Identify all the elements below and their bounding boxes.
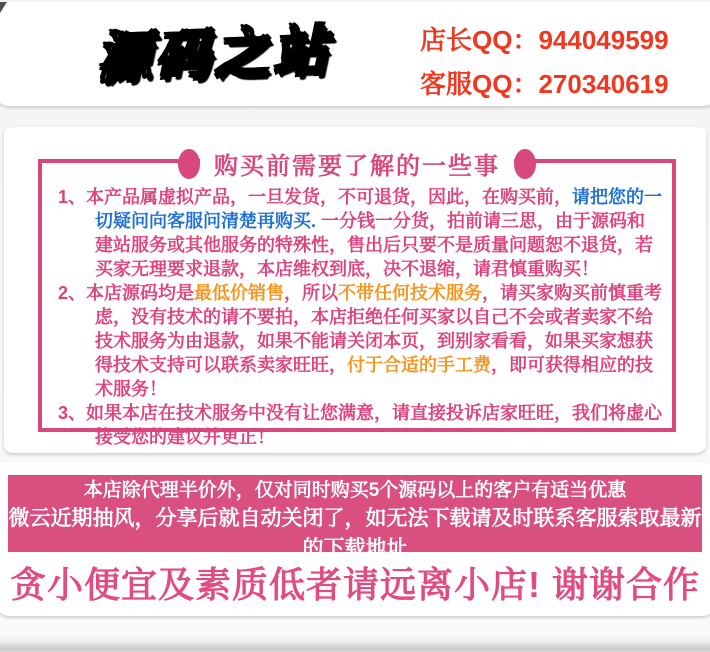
owner-qq-number: 944049599 — [538, 25, 669, 55]
notice-paper-block — [4, 127, 706, 453]
footer-paper-block — [0, 462, 710, 616]
service-qq-label: 客服QQ： — [420, 69, 539, 99]
notice-body — [58, 185, 662, 449]
shop-title: 源码之站 — [95, 20, 334, 90]
notice-text-segment: 一分钱一分货，拍前请三思，由于源码和建站服务或其他服务的特殊性，售出后只要不是质量问题恕不退货，若买家无理要求退款，本店维权到底，决不退缩，请君慎重购买！ — [95, 211, 653, 279]
service-qq-line — [420, 64, 669, 101]
notice-item-1 — [58, 185, 662, 281]
notice-text-segment: ，所以 — [284, 283, 339, 303]
owner-qq-line — [420, 20, 669, 57]
promo-banner — [8, 475, 702, 560]
notice-text-segment: 请把您的一切疑问向客服问清楚再购买. — [95, 187, 663, 231]
notice-box — [38, 153, 676, 447]
owner-qq-label: 店长QQ： — [420, 25, 539, 55]
notice-text-segment: 2、本店源码均是 — [58, 283, 195, 303]
heading-dot-icon — [178, 149, 200, 179]
notice-text-segment: 3、如果本店在技术服务中没有让您满意，请直接投诉店家旺旺，我们将虚心接受您的建议并更正！ — [58, 403, 663, 447]
notice-text-segment: ，请买家购买前慎重考虑，没有技术的请不要拍，本店拒绝任何买家以自己不会或者卖家不给技术服务为由退款，如果不能请关闭本页，到别家看看，如果买家想获得技术支持可以联系卖家旺旺， — [95, 283, 663, 375]
notice-text-segment: 最低价销售 — [194, 283, 285, 303]
bottom-edge-strip — [0, 634, 710, 652]
notice-heading-text: 购买前需要了解的一些事 — [200, 144, 514, 183]
notice-text-segment: ，即可获得相应的技术服务！ — [95, 355, 653, 399]
promo-banner-line1: 本店除代理半价外，仅对同时购买5个源码以上的客户有适当优惠 — [83, 480, 627, 501]
torn-corner-decoration — [0, 2, 7, 15]
notice-heading — [42, 144, 672, 183]
header-paper-block — [0, 2, 710, 106]
notice-item-3 — [58, 401, 662, 449]
notice-text-segment: 1、本产品属虚拟产品，一旦发货，不可退货，因此，在购买前， — [58, 187, 573, 207]
footer-warning-text: 贪小便宜及素质低者请远离小店! 谢谢合作 — [10, 564, 700, 605]
notice-text-segment: 不带任何技术服务 — [338, 283, 483, 303]
promo-banner-line2: 微云近期抽风，分享后就自动关闭了，如无法下载请及时联系客服索取最新的下载地址 — [8, 507, 702, 560]
notice-text-segment: 付于合适的手工费 — [347, 355, 491, 375]
heading-dot-icon — [514, 149, 536, 179]
service-qq-number: 270340619 — [538, 69, 669, 99]
notice-item-2 — [58, 281, 662, 401]
